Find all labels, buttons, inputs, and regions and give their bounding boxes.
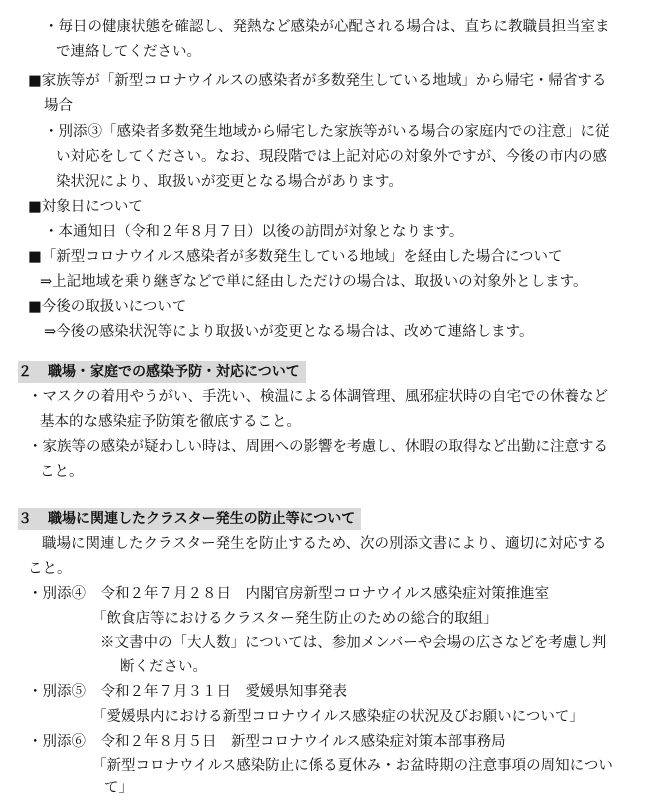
section-title: 職場・家庭での感染予防・対応について xyxy=(48,364,300,380)
text-line: ・マスクの着用やうがい、手洗い、検温による体調管理、風邪症状時の自宅での休養など xyxy=(28,389,608,405)
text-line: ■家族等が「新型コロナウイルスの感染者が多数発生している地域」から帰宅・帰省する xyxy=(28,73,607,89)
text-line: ⇒今後の感染状況等により取扱いが変更となる場合は、改めて連絡します。 xyxy=(44,324,534,340)
text-line: ・別添③「感染者多数発生地域から帰宅した家族等がいる場合の家庭内での注意」に従 xyxy=(44,124,610,140)
section-number: ２ xyxy=(18,364,32,380)
text-line: ■「新型コロナウイルス感染者が多数発生している地域」を経由した場合について xyxy=(28,249,563,265)
text-line: い対応をしてください。なお、現段階では上記対応の対象外ですが、今後の市内の感 xyxy=(56,149,607,165)
text-line: 基本的な感染症予防策を徹底すること。 xyxy=(40,414,301,430)
section-title: 職場に関連したクラスター発生の防止等について xyxy=(48,511,356,527)
text-line: ■対象日について xyxy=(28,199,143,215)
section-number: ３ xyxy=(18,511,32,527)
text-line: ・家族等の感染が疑わしい時は、周囲への影響を考慮し、休暇の取得など出勤に注意する xyxy=(28,439,608,455)
text-line: ■今後の取扱いについて xyxy=(28,299,187,315)
text-line: 断ください。 xyxy=(120,659,207,675)
text-line: こと。 xyxy=(28,561,72,577)
text-line: ※文書中の「大人数」については、参加メンバーや会場の広さなどを考慮し判 xyxy=(100,635,607,651)
text-line: ・別添④ 令和２年７月２８日 内閣官房新型コロナウイルス感染症対策推進室 xyxy=(28,586,550,602)
text-line: 「愛媛県内における新型コロナウイルス感染症の状況及びお願いについて」 xyxy=(92,709,584,725)
text-line: ・別添⑤ 令和２年７月３１日 愛媛県知事発表 xyxy=(28,684,347,700)
text-line: 「飲食店等におけるクラスター発生防止のための総合的取組」 xyxy=(92,611,498,627)
text-line: 染状況により、取扱いが変更となる場合があります。 xyxy=(56,174,403,190)
text-line: ・本通知日（令和２年８月７日）以後の訪問が対象となります。 xyxy=(44,224,464,240)
text-line: ・別添⑥ 令和２年８月５日 新型コロナウイルス感染症対策本部事務局 xyxy=(28,734,506,750)
text-line: 「新型コロナウイルス感染防止に係る夏休み・お盆時期の注意事項の周知につい xyxy=(92,758,613,774)
text-line: て」 xyxy=(104,780,133,796)
text-line: こと。 xyxy=(40,464,84,480)
text-line: 場合 xyxy=(44,98,73,114)
section-heading xyxy=(18,361,306,383)
text-line: 職場に関連したクラスター発生を防止するため、次の別添文書により、適切に対応する xyxy=(42,536,607,552)
text-line: ⇒上記地域を乗り継ぎなどで単に経由しただけの場合は、取扱いの対象外とします。 xyxy=(40,274,588,290)
text-line: ・毎日の健康状態を確認し、発熱など感染が心配される場合は、直ちに教職員担当室ま xyxy=(44,19,610,35)
text-line: で連絡してください。 xyxy=(56,44,201,60)
section-heading xyxy=(18,508,361,530)
